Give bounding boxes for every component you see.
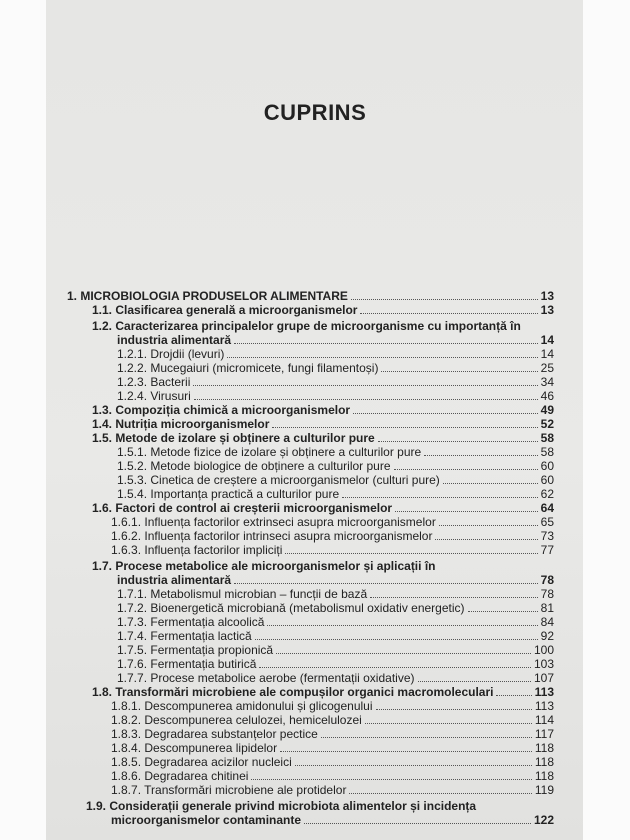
- toc-entry-text: 1.8.6. Degradarea chitinei: [111, 769, 249, 783]
- toc-entry-page: 78: [540, 587, 554, 601]
- toc-entry-text: 1.8.5. Degradarea acizilor nucleici: [111, 755, 292, 769]
- toc-entry-text: 1.7.3. Fermentația alcoolică: [117, 615, 265, 629]
- toc-entry-page: 114: [534, 713, 554, 727]
- toc-entry-page: 73: [540, 529, 554, 543]
- toc-entry-1-7-2: [117, 601, 554, 615]
- toc-entry-1-7-3: [117, 615, 554, 629]
- toc-entry-page: 14: [540, 347, 554, 361]
- toc-entry-text: 1.7.1. Metabolismul microbian – funcții de bază: [117, 587, 368, 601]
- toc-entry-1-7-1: [117, 587, 554, 601]
- toc-entry-1-7-7: [117, 671, 554, 685]
- toc-entry-text: 1.7.2. Bioenergetică microbiană (metabolismul oxidativ energetic): [117, 601, 465, 615]
- toc-entry-1-8-2: [111, 713, 554, 727]
- toc-entry-text: 1.8. Transformări microbiene ale compușilor organici macromoleculari: [92, 685, 494, 699]
- toc-entry-text: 1.5.3. Cinetica de creștere a microorganismelor (culturi pure): [117, 473, 440, 487]
- toc-entry-1-8-5: [111, 755, 554, 769]
- toc-entry-1-2-cont: [117, 333, 554, 347]
- toc-entry-page: 118: [534, 741, 554, 755]
- toc-entry-page: 118: [534, 755, 554, 769]
- toc-entry-text: 1.2.4. Virusuri: [117, 389, 191, 403]
- page-title: CUPRINS: [263, 100, 367, 125]
- toc-entry-1-5-2: [117, 459, 554, 473]
- toc-entry-page: 64: [540, 501, 554, 515]
- toc-entry-page: 107: [533, 671, 554, 685]
- toc-entry-text: 1.4. Nutriția microorganismelor: [92, 417, 270, 431]
- toc-entry-text: 1.5.2. Metode biologice de obținere a culturilor pure: [117, 459, 391, 473]
- toc-entry-text: industria alimentară: [117, 573, 232, 587]
- toc-entry-1-8-1: [111, 699, 554, 713]
- toc-entry-text: 1.2.3. Bacterii: [117, 375, 191, 389]
- toc-entry-text: 1.5.1. Metode fizice de izolare și obținere a culturilor pure: [117, 445, 422, 459]
- toc-entry-text: 1.7.5. Fermentația propionică: [117, 643, 274, 657]
- toc-entry-text: 1.2. Caracterizarea principalelor grupe de microorganisme cu importanță în: [92, 319, 521, 333]
- toc-entry-text: industria alimentară: [117, 333, 232, 347]
- toc-entry-1-8: [92, 685, 554, 699]
- toc-entry-text: 1.3. Compoziția chimică a microorganismelor: [92, 403, 351, 417]
- toc-entry-1-6: [92, 501, 554, 515]
- toc-entry-page: 113: [534, 699, 554, 713]
- toc-entry-text: 1.8.1. Descompunerea amidonului și glicogenului: [111, 699, 373, 713]
- toc-entry-1-7-4: [117, 629, 554, 643]
- toc-entry-1-3: [92, 403, 554, 417]
- toc-entry-page: 100: [533, 643, 554, 657]
- toc-entry-1-6-1: [111, 515, 554, 529]
- toc-entry-1-5-4: [117, 487, 554, 501]
- toc-entry-text: 1.2.1. Drojdii (levuri): [117, 347, 225, 361]
- toc-entry-page: 46: [540, 389, 554, 403]
- toc-entry-1-6-3: [111, 543, 554, 557]
- toc-entry-page: 77: [540, 543, 554, 557]
- toc-entry-text: 1.5.4. Importanța practică a culturilor pure: [117, 487, 340, 501]
- toc-entry-text: 1.8.7. Transformări microbiene ale protidelor: [111, 783, 347, 797]
- toc-entry-1-2: [92, 319, 554, 333]
- toc-entry-1-7-6: [117, 657, 554, 671]
- toc-entry-page: 78: [540, 573, 554, 587]
- toc-entry-1-7-cont: [117, 573, 554, 587]
- toc-entry-page: 49: [540, 403, 554, 417]
- toc-entry-text: 1.9. Considerații generale privind microbiota alimentelor și incidența: [86, 799, 477, 813]
- toc-entry-page: 14: [540, 333, 554, 347]
- toc-entry-chapter-1: [67, 289, 554, 303]
- toc-entry-1-8-4: [111, 741, 554, 755]
- toc-entry-1-2-1: [117, 347, 554, 361]
- toc-entry-page: 119: [534, 783, 554, 797]
- toc-entry-1-7: [92, 559, 554, 573]
- toc-entry-page: 13: [540, 289, 554, 303]
- toc-entry-1-5: [92, 431, 554, 445]
- toc-entry-1-7-5: [117, 643, 554, 657]
- toc-entry-1-2-4: [117, 389, 554, 403]
- toc-entry-page: 58: [540, 431, 554, 445]
- toc-entry-text: 1.8.3. Degradarea substanțelor pectice: [111, 727, 318, 741]
- toc-entry-text: 1.5. Metode de izolare și obținere a culturilor pure: [92, 431, 375, 445]
- toc-entry-1-8-3: [111, 727, 554, 741]
- toc-entry-page: 58: [540, 445, 554, 459]
- toc-entry-page: 81: [540, 601, 554, 615]
- toc-entry-page: 34: [540, 375, 554, 389]
- toc-entry-text: 1.7.4. Fermentația lactică: [117, 629, 252, 643]
- toc-entry-text: 1.2.2. Mucegaiuri (micromicete, fungi filamentoși): [117, 361, 379, 375]
- toc-entry-text: 1.1. Clasificarea generală a microorganismelor: [92, 303, 358, 317]
- toc-entry-1-8-6: [111, 769, 554, 783]
- background-right-margin: [583, 0, 630, 840]
- toc-entry-text: 1.6.1. Influența factorilor extrinseci asupra microorganismelor: [111, 515, 436, 529]
- toc-entry-text: 1.7. Procese metabolice ale microorganismelor și aplicații în: [92, 559, 436, 573]
- toc-entry-page: 117: [534, 727, 554, 741]
- toc-entry-1-2-3: [117, 375, 554, 389]
- toc-entry-page: 84: [540, 615, 554, 629]
- toc-entry-page: 13: [540, 303, 554, 317]
- toc-entry-page: 62: [540, 487, 554, 501]
- toc-entry-page: 65: [540, 515, 554, 529]
- toc-entry-1-9-cont: [111, 813, 554, 827]
- toc-entry-1-6-2: [111, 529, 554, 543]
- toc-entry-text: 1.6.3. Influența factorilor impliciți: [111, 543, 283, 557]
- toc-entry-page: 122: [533, 813, 554, 827]
- toc-entry-text: 1. MICROBIOLOGIA PRODUSELOR ALIMENTARE: [67, 289, 348, 303]
- toc-entry-page: 113: [534, 685, 554, 699]
- toc-entry-page: 118: [534, 769, 554, 783]
- toc-entry-text: 1.6. Factori de control ai creșterii microorganismelor: [92, 501, 393, 515]
- toc-entry-page: 103: [533, 657, 554, 671]
- toc-entry-text: 1.7.7. Procese metabolice aerobe (fermentații oxidative): [117, 671, 415, 685]
- toc-entry-page: 25: [540, 361, 554, 375]
- toc-entry-1-2-2: [117, 361, 554, 375]
- toc-entry-page: 92: [540, 629, 554, 643]
- toc-entry-text: microorganismelor contaminante: [111, 813, 302, 827]
- toc-entry-1-5-1: [117, 445, 554, 459]
- toc-entry-text: 1.7.6. Fermentația butirică: [117, 657, 257, 671]
- toc-entry-page: 52: [540, 417, 554, 431]
- toc-entry-text: 1.6.2. Influența factorilor intrinseci asupra microorganismelor: [111, 529, 433, 543]
- toc-entry-page: 60: [540, 459, 554, 473]
- toc-entry-1-9: [86, 799, 554, 813]
- toc-entry-1-1: [92, 303, 554, 317]
- toc-entry-page: 60: [540, 473, 554, 487]
- toc-entry-1-8-7: [111, 783, 554, 797]
- toc-entry-1-5-3: [117, 473, 554, 487]
- toc-entry-text: 1.8.4. Descompunerea lipidelor: [111, 741, 278, 755]
- toc-entry-1-4: [92, 417, 554, 431]
- toc-entry-text: 1.8.2. Descompunerea celulozei, hemicelulozei: [111, 713, 362, 727]
- background-left-margin: [0, 0, 46, 840]
